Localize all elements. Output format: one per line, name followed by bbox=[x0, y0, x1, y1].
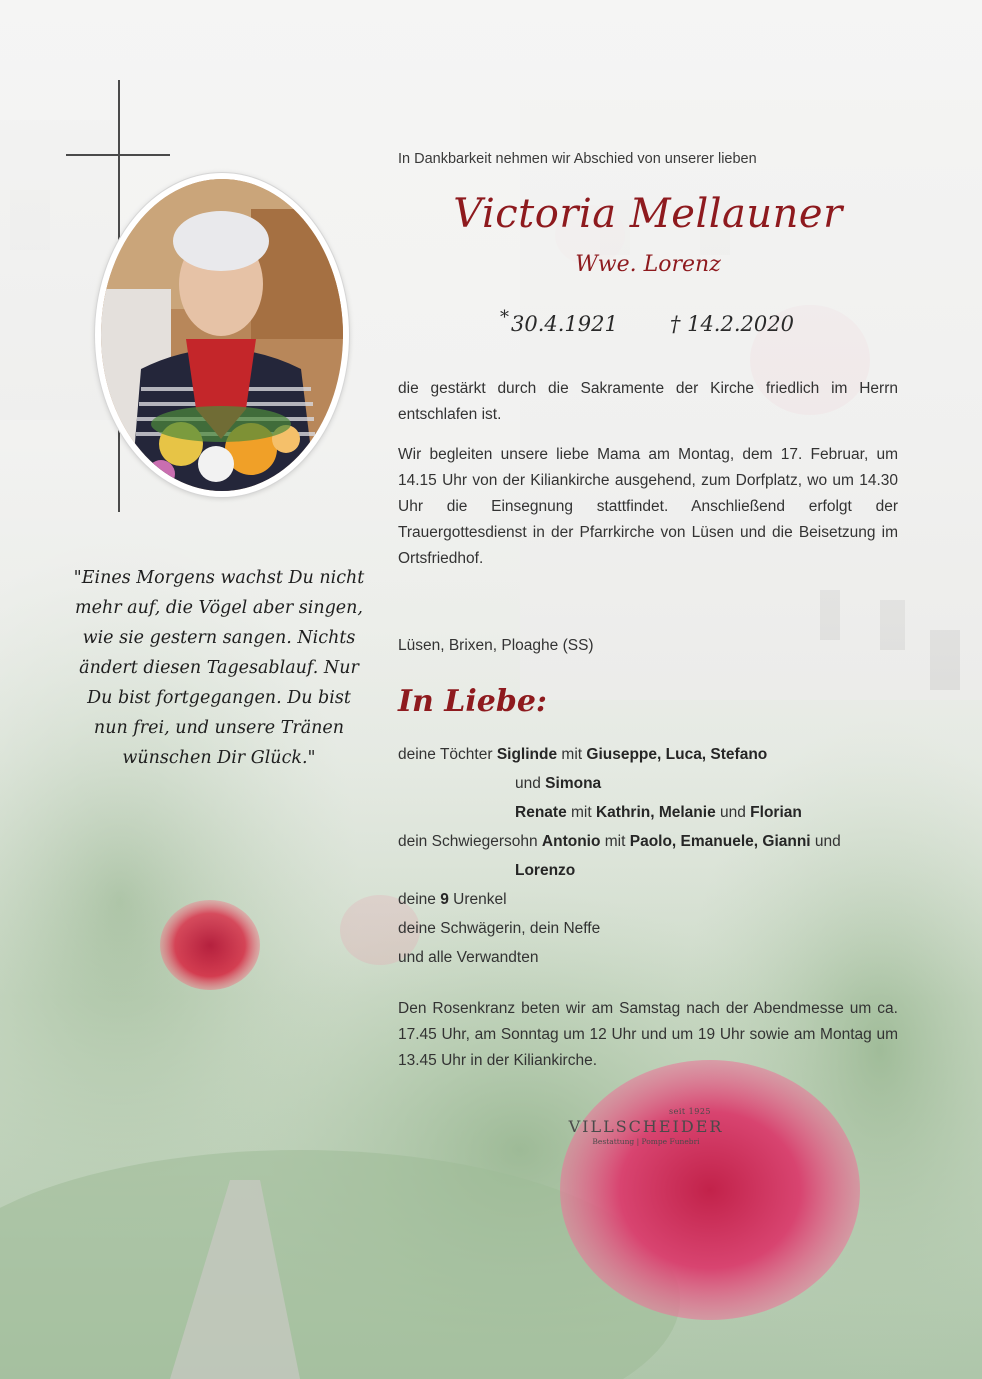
intro-text: In Dankbarkeit nehmen wir Abschied von unserer lieben bbox=[398, 151, 757, 167]
family-text: mit bbox=[600, 833, 630, 850]
widow-of-line: Wwe. Lorenz bbox=[575, 252, 721, 277]
death-symbol: † bbox=[669, 312, 681, 336]
family-row bbox=[398, 769, 898, 798]
family-text: mit bbox=[557, 746, 587, 763]
portrait-photo bbox=[101, 179, 343, 491]
family-text: und bbox=[810, 833, 841, 850]
family-name: Paolo, Emanuele, Gianni bbox=[629, 833, 811, 850]
family-text: dein Schwiegersohn bbox=[398, 833, 542, 850]
birth-symbol: * bbox=[500, 307, 509, 328]
family-row: und alle Verwandten bbox=[398, 949, 539, 966]
family-name: Renate bbox=[515, 804, 567, 821]
memorial-quote: "Eines Morgens wachst Du nicht mehr auf, die Vögel aber singen, wie sie gestern sangen. Nichts ändert diesen Tagesablauf. Nur Du bist fortgegangen. Du bist nun frei, und unsere Tränen wünschen Dir Glück." bbox=[73, 568, 365, 768]
paragraph-funeral-details: Wir begleiten unsere liebe Mama am Montag, dem 17. Februar, um 14.15 Uhr von der Kiliankirche ausgehend, zum Dorfplatz, wo um 14.30 Uhr die Einsegnung stattfindet. Anschließend erfolgt der Trauergottesdienst in der Pfarrkirche von Lüsen und die Beisetzung im Ortsfriedhof. bbox=[398, 446, 898, 567]
family-name: Antonio bbox=[541, 833, 601, 850]
paragraph-rosary: Den Rosenkranz beten wir am Samstag nach der Abendmesse um ca. 17.45 Uhr, am Sonntag um 12 Uhr und um 19 Uhr sowie am Montag um 13.45 Uhr in der Kiliankirche. bbox=[398, 1000, 898, 1069]
family-name: Kathrin, Melanie bbox=[595, 804, 716, 821]
places-line: Lüsen, Brixen, Ploaghe (SS) bbox=[398, 637, 594, 654]
family-name: Giuseppe, Luca, Stefano bbox=[586, 746, 768, 763]
family-name: Florian bbox=[750, 804, 802, 821]
life-dates bbox=[500, 307, 794, 336]
family-name: 9 bbox=[440, 891, 449, 908]
family-row bbox=[398, 827, 898, 856]
birth-date: 30.4.1921 bbox=[511, 312, 618, 336]
in-liebe-heading: In Liebe: bbox=[398, 684, 548, 719]
family-text: Urenkel bbox=[448, 891, 507, 908]
deceased-name: Victoria Mellauner bbox=[453, 191, 843, 237]
cross-horizontal-bar bbox=[66, 154, 170, 156]
family-name: Simona bbox=[545, 775, 602, 792]
family-text: mit bbox=[566, 804, 596, 821]
family-row: deine Schwägerin, dein Neffe bbox=[398, 920, 601, 937]
logo-since: seit 1925 bbox=[668, 1107, 711, 1116]
family-list bbox=[398, 740, 898, 972]
funeral-home-logo bbox=[561, 1107, 731, 1146]
family-row bbox=[398, 885, 898, 914]
family-text: deine Töchter bbox=[398, 746, 497, 763]
portrait-frame bbox=[95, 173, 349, 497]
family-row bbox=[398, 740, 898, 769]
family-text: deine bbox=[398, 891, 441, 908]
family-row bbox=[398, 856, 898, 885]
family-row bbox=[398, 798, 898, 827]
family-text: und bbox=[515, 775, 546, 792]
logo-subtitle: Bestattung | Pompe Funebri bbox=[592, 1137, 700, 1146]
family-name: Siglinde bbox=[496, 746, 558, 763]
family-text: und bbox=[715, 804, 751, 821]
paragraph-sacraments: die gestärkt durch die Sakramente der Kirche friedlich im Herrn entschlafen ist. bbox=[398, 380, 898, 423]
family-name: Lorenzo bbox=[515, 862, 576, 879]
death-date: 14.2.2020 bbox=[687, 312, 794, 336]
logo-brand: VILLSCHEIDER bbox=[568, 1117, 724, 1136]
